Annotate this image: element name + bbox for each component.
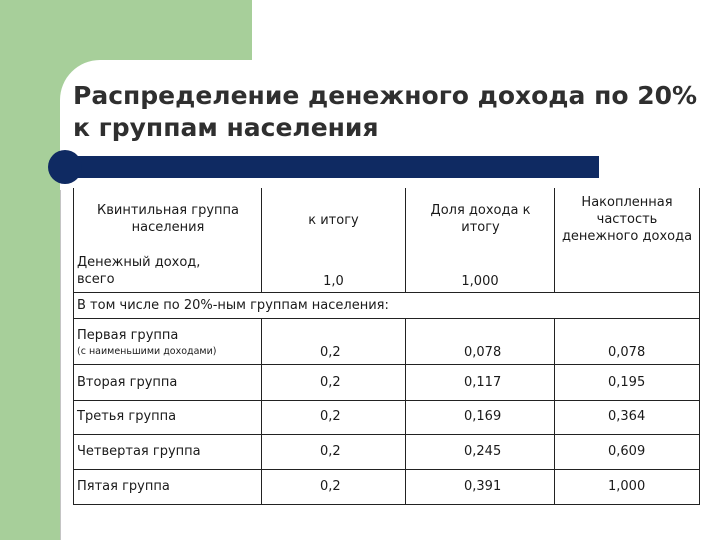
row-1-label: Первая группа — [77, 328, 179, 343]
row-4-label: Четвертая группа — [77, 444, 201, 459]
table-rule — [73, 504, 700, 505]
table-rule — [73, 400, 700, 401]
row-5-share-count: 0,2 — [320, 479, 341, 494]
row-3-cumulative: 0,364 — [608, 409, 646, 424]
row-4-share-income: 0,245 — [464, 444, 502, 459]
row-3-label: Третья группа — [77, 409, 177, 424]
row-2-cumulative: 0,195 — [608, 375, 646, 390]
table-rule — [554, 188, 555, 292]
row-5-share-income: 0,391 — [464, 479, 502, 494]
table-rule — [73, 434, 700, 435]
title-bullet-dot — [48, 150, 82, 184]
row-5-cumulative: 1,000 — [608, 479, 646, 494]
row-3-share-count: 0,2 — [320, 409, 341, 424]
slide-title-line-1: Распределение денежного дохода по 20% — [73, 81, 698, 110]
row-1-share-income: 0,078 — [464, 345, 502, 360]
income-distribution-table — [73, 188, 700, 505]
row-2-label: Вторая группа — [77, 375, 178, 390]
table-rule — [73, 188, 74, 505]
total-share-income: 1,000 — [461, 274, 499, 289]
table-rule — [699, 188, 700, 505]
row-4-cumulative: 0,609 — [608, 444, 646, 459]
row-2-share-count: 0,2 — [320, 375, 341, 390]
row-2-share-income: 0,117 — [464, 375, 502, 390]
row-5-label: Пятая группа — [77, 479, 170, 494]
total-share-count: 1,0 — [323, 274, 344, 289]
header-quintile-group: Квинтильная группа населения — [97, 203, 239, 235]
slide-title — [73, 80, 703, 144]
row-1-share-count: 0,2 — [320, 345, 341, 360]
row-3-share-income: 0,169 — [464, 409, 502, 424]
table-rule — [73, 292, 700, 293]
title-underline-bar — [73, 156, 599, 178]
table-rule — [261, 318, 262, 505]
header-share-of-total: к итогу — [308, 213, 359, 228]
total-row-label: Денежный доход, всего — [77, 255, 201, 287]
slide-left-rule — [60, 190, 61, 540]
row-4-share-count: 0,2 — [320, 444, 341, 459]
table-rule — [405, 318, 406, 505]
subgroup-heading: В том числе по 20%-ным группам населения: — [77, 298, 389, 313]
table-rule — [73, 318, 700, 319]
table-rule — [73, 469, 700, 470]
table-rule — [73, 364, 700, 365]
table-rule — [554, 318, 555, 505]
header-income-share: Доля дохода к итогу — [430, 203, 531, 235]
row-1-cumulative: 0,078 — [608, 345, 646, 360]
row-1-note: (с наименьшими доходами) — [77, 346, 217, 357]
slide-title-line-2: к группам населения — [73, 113, 379, 142]
header-cumulative-frequency: Накопленная частость денежного дохода — [561, 195, 693, 244]
